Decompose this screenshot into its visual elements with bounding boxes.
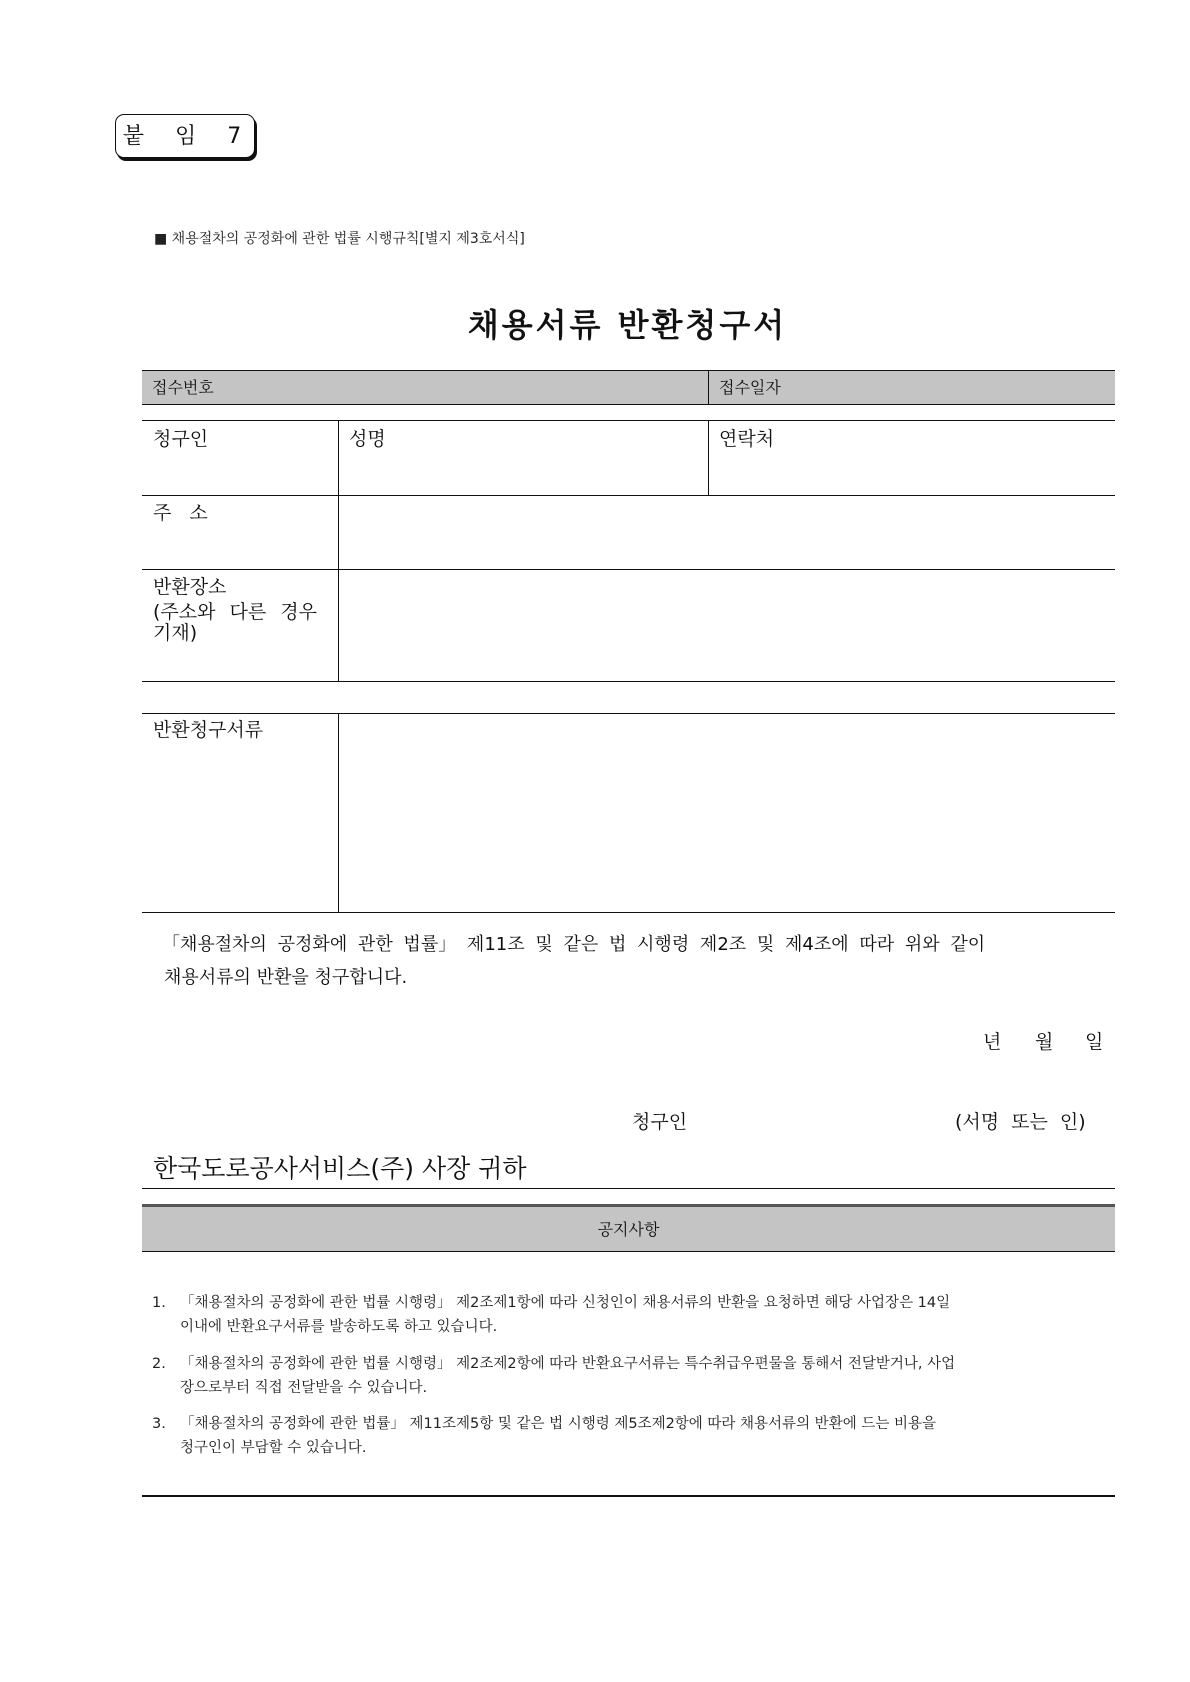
signature-hint: (서명 또는 인) bbox=[955, 1111, 1086, 1133]
notice-item-line: 「채용절차의 공정화에 관한 법률 시행령」 제2조제1항에 따라 신청인이 채용서류의 반환을 요청하면 해당 사업장은 14일 bbox=[180, 1295, 951, 1311]
bottom-rule bbox=[142, 1495, 1115, 1497]
notice-item-line: 장으로부터 직접 전달받을 수 있습니다. bbox=[180, 1380, 428, 1396]
table-line bbox=[142, 420, 1115, 421]
notice-item-line: 청구인이 부담할 수 있습니다. bbox=[180, 1440, 367, 1456]
return-place-note: (주소와 다른 경우 bbox=[153, 601, 317, 623]
notice-item-number: 1. bbox=[152, 1295, 166, 1311]
notice-item bbox=[152, 1412, 1104, 1460]
documents-label: 반환청구서류 bbox=[153, 719, 264, 741]
notice-item bbox=[152, 1352, 1104, 1400]
table-line bbox=[142, 569, 1115, 570]
notice-header: 공지사항 bbox=[597, 1220, 660, 1239]
notice-item-line: 이내에 반환요구서류를 발송하도록 하고 있습니다. bbox=[180, 1319, 498, 1335]
statement-line-1: 「채용절차의 공정화에 관한 법률」 제11조 및 같은 법 시행령 제2조 및 제4조에 따라 위와 같이 bbox=[162, 934, 986, 955]
table-line bbox=[142, 495, 1115, 496]
addressee-rule bbox=[142, 1188, 1115, 1189]
form-basis-text: ■ 채용절차의 공정화에 관한 법률 시행규칙[별지 제3호서식] bbox=[154, 231, 525, 247]
notice-item-line: 「채용절차의 공정화에 관한 법률 시행령」 제2조제2항에 따라 반환요구서류는 특수취급우편물을 통해서 전달받거나, 사업 bbox=[180, 1356, 956, 1372]
notice-item bbox=[152, 1291, 1104, 1339]
documents-field[interactable] bbox=[339, 715, 1114, 910]
return-place-field[interactable] bbox=[339, 571, 1114, 679]
table-line bbox=[142, 713, 1115, 714]
address-field[interactable] bbox=[339, 497, 1114, 567]
addressee: 한국도로공사서비스(주) 사장 귀하 bbox=[153, 1154, 527, 1183]
receipt-date-label: 접수일자 bbox=[719, 378, 781, 397]
address-label: 주 소 bbox=[153, 502, 214, 524]
date-day: 일 bbox=[1085, 1031, 1104, 1053]
contact-field[interactable] bbox=[709, 445, 1114, 493]
table-line bbox=[142, 681, 1115, 682]
receipt-number-label: 접수번호 bbox=[152, 378, 214, 397]
table-line bbox=[142, 912, 1115, 913]
receipt-bar bbox=[142, 370, 1115, 405]
notice-item-line: 「채용절차의 공정화에 관한 법률」 제11조제5항 및 같은 법 시행령 제5조제2항에 따라 채용서류의 반환에 드는 비용을 bbox=[180, 1416, 936, 1432]
return-place-note-2: 기재) bbox=[153, 622, 198, 644]
request-statement bbox=[162, 928, 1107, 994]
claimant-label: 청구인 bbox=[153, 428, 209, 450]
name-field[interactable] bbox=[339, 445, 707, 493]
name-label: 성명 bbox=[349, 428, 386, 450]
receipt-divider bbox=[708, 370, 709, 404]
return-place-label: 반환장소 bbox=[153, 576, 227, 598]
attachment-tag: 붙 임 7 bbox=[115, 114, 255, 158]
notice-item-number: 3. bbox=[152, 1416, 166, 1432]
contact-label: 연락처 bbox=[719, 428, 775, 450]
signature-label: 청구인 bbox=[632, 1111, 688, 1133]
notice-item-number: 2. bbox=[152, 1356, 166, 1372]
date-year: 년 bbox=[983, 1031, 1002, 1053]
statement-line-2: 채용서류의 반환을 청구합니다. bbox=[164, 967, 408, 988]
page-title: 채용서류 반환청구서 bbox=[467, 306, 788, 344]
date-month: 월 bbox=[1035, 1031, 1054, 1053]
